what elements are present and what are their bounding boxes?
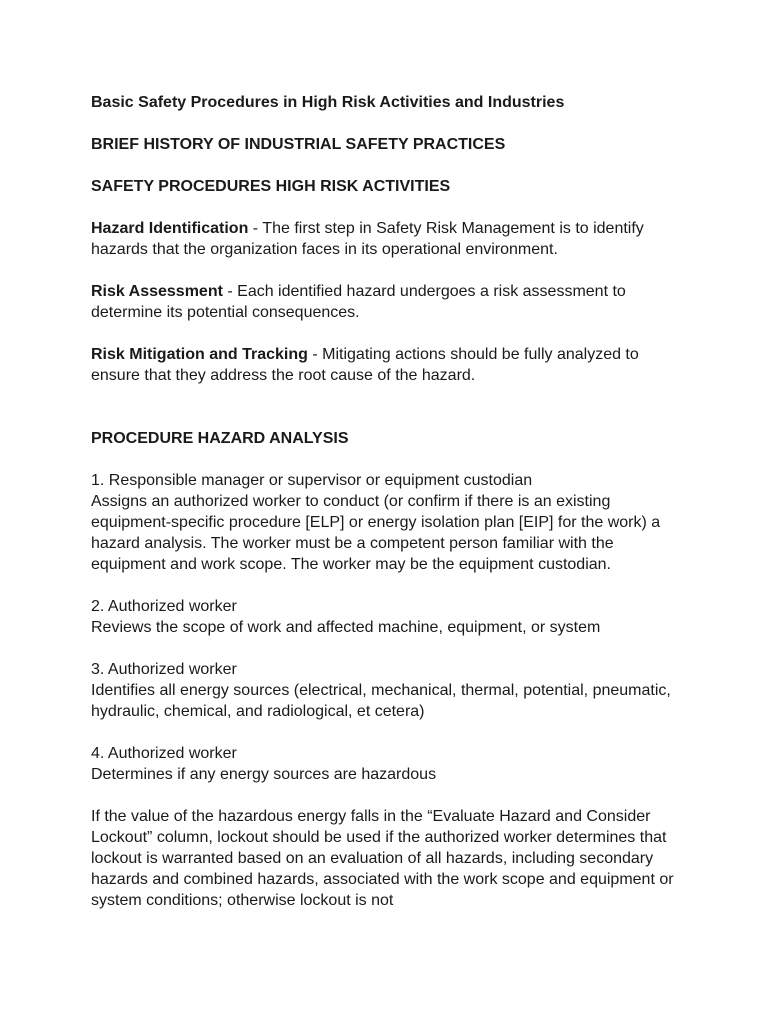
definition-term: Risk Assessment: [91, 283, 223, 300]
definition-term: Hazard Identification: [91, 220, 249, 237]
step-title: 3. Authorized worker: [91, 661, 237, 678]
procedure-step-2: [91, 596, 691, 638]
definition-term: Risk Mitigation and Tracking: [91, 346, 308, 363]
definition-hazard-identification: [91, 218, 691, 260]
step-body: Identifies all energy sources (electrical, mechanical, thermal, potential, pneumatic, hydraulic, chemical, and radiological, et cetera): [91, 682, 671, 720]
heading-procedures: SAFETY PROCEDURES HIGH RISK ACTIVITIES: [91, 178, 451, 195]
document-title: Basic Safety Procedures in High Risk Activities and Industries: [91, 94, 565, 111]
definition-text: Mitigating actions should be fully analyzed to ensure that they address the root cause of the hazard.: [91, 346, 639, 384]
procedure-step-3: [91, 659, 691, 722]
step-body: Determines if any energy sources are hazardous: [91, 766, 437, 783]
step-body: Reviews the scope of work and affected machine, equipment, or system: [91, 619, 601, 636]
definition-separator: -: [307, 346, 323, 363]
step-title: 1. Responsible manager or supervisor or equipment custodian: [91, 472, 533, 489]
definition-risk-mitigation: [91, 344, 691, 386]
step-title: 2. Authorized worker: [91, 598, 237, 615]
definition-separator: -: [222, 283, 238, 300]
definition-risk-assessment: [91, 281, 691, 323]
document-content: [91, 92, 691, 911]
heading-history: BRIEF HISTORY OF INDUSTRIAL SAFETY PRACTICES: [91, 136, 506, 153]
heading-analysis: PROCEDURE HAZARD ANALYSIS: [91, 430, 349, 447]
procedure-step-1: [91, 470, 691, 575]
step-body: Assigns an authorized worker to conduct (or confirm if there is an existing equipment-specific procedure [ELP] or energy isolation plan [EIP] for the work) a hazard analysis. The worker must be a competent person familiar with the equipment and work scope. The worker may be the equipment custodian.: [91, 493, 661, 573]
procedure-step-4: [91, 743, 691, 785]
step-title: 4. Authorized worker: [91, 745, 237, 762]
definition-text: The first step in Safety Risk Management is to identify hazards that the organization faces in its operational environment.: [91, 220, 644, 258]
definition-separator: -: [248, 220, 263, 237]
closing-paragraph: If the value of the hazardous energy falls in the “Evaluate Hazard and Consider Lockout” column, lockout should be used if the authorized worker determines that lockout is warranted based on an evaluation of all hazards, including secondary hazards and combined hazards, associated with the work scope and equipment or system conditions; otherwise lockout is not: [91, 808, 674, 909]
definition-text: Each identified hazard undergoes a risk assessment to determine its potential consequences.: [91, 283, 626, 321]
